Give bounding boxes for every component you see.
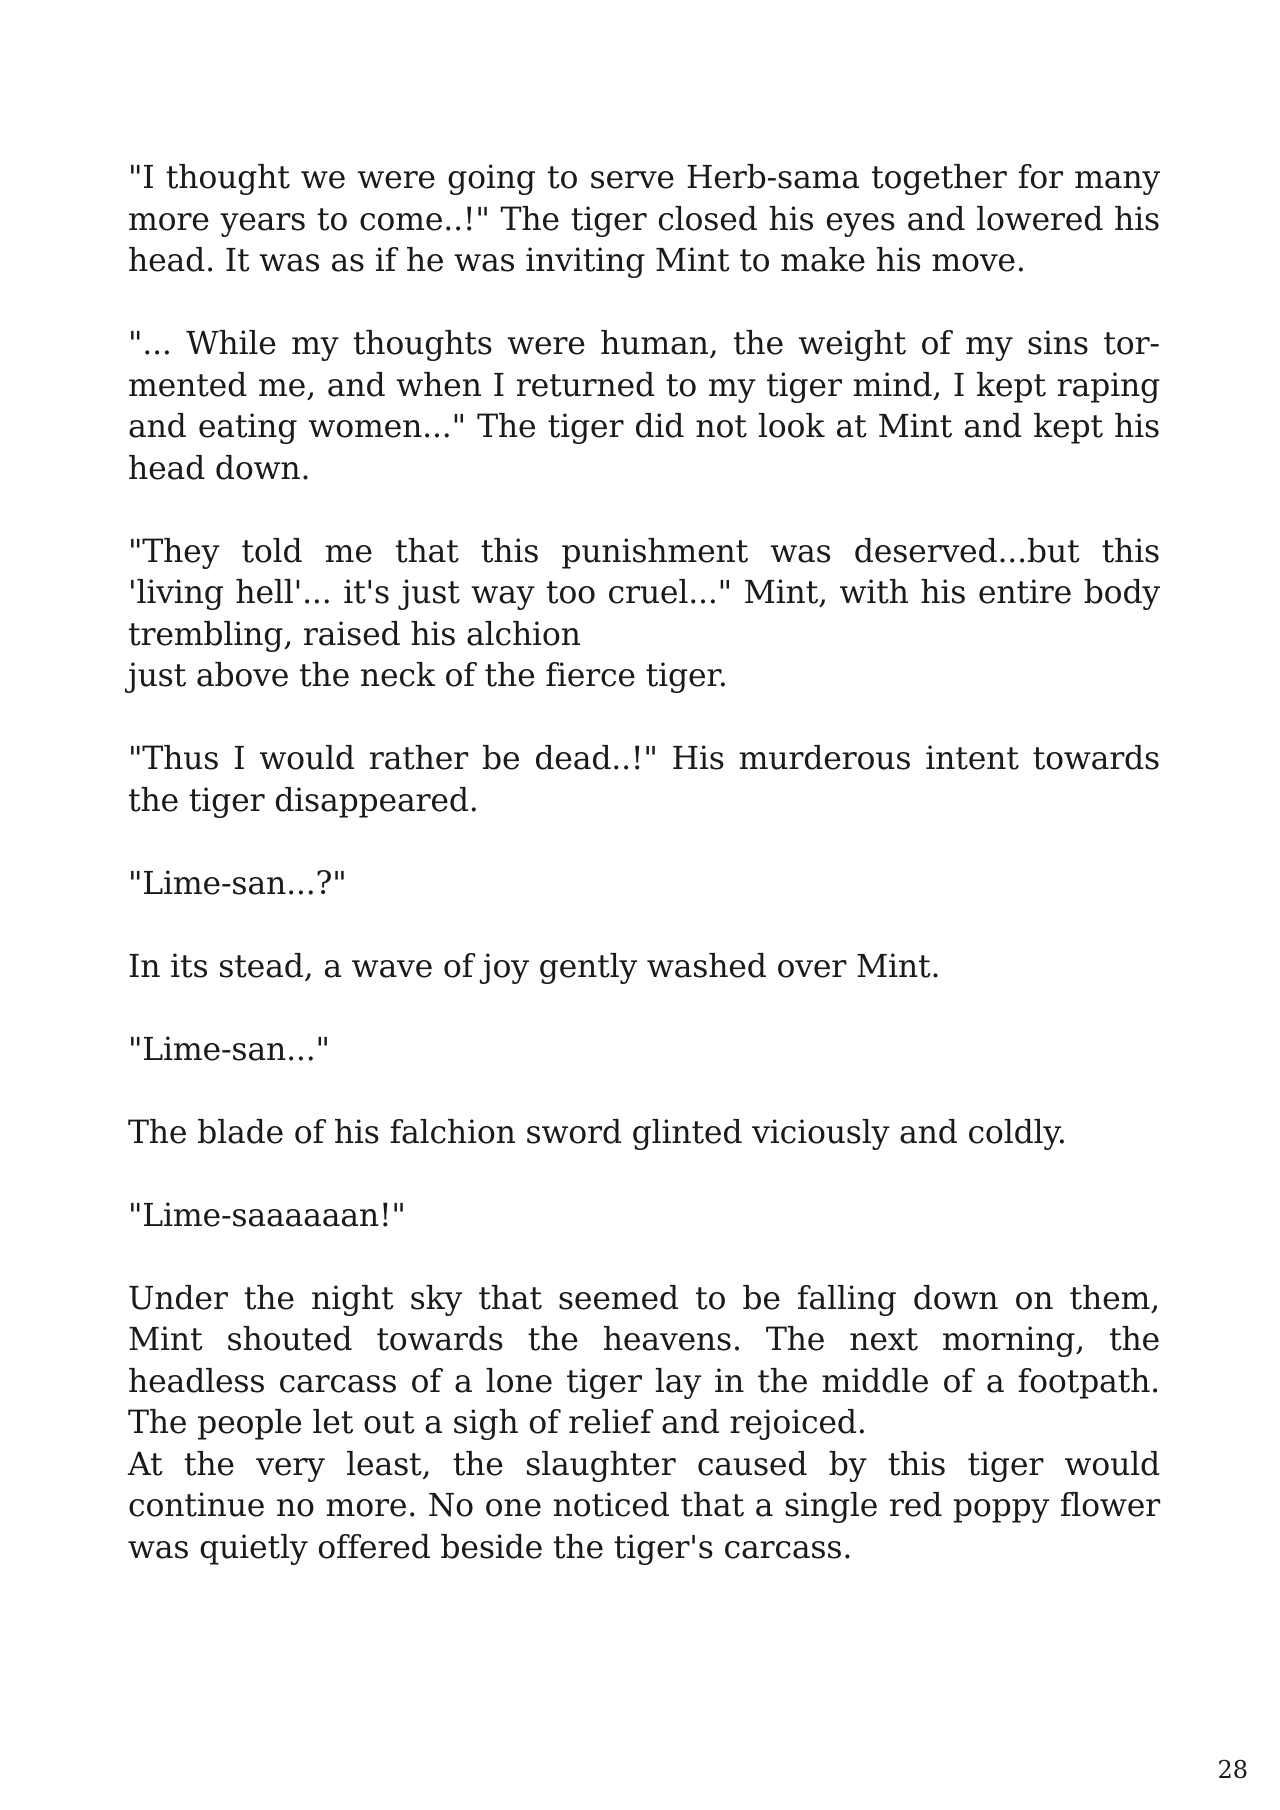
paragraph-2: "... While my thoughts were human, the weight of my sins tormented me, and when I returned to my tiger mind, I kept raping and eating women..." The tiger did not look at Mint and kept his head down. (128, 326, 1160, 487)
paragraph-10: "Lime-saaaaaan!" (128, 1197, 406, 1234)
paragraph-12: At the very least, the slaughter caused by this tiger would continue no more. No one noticed that a single red poppy flower was quietly offered beside the tiger's carcass. (128, 1446, 1160, 1566)
paragraph-1: "I thought we were going to serve Herb-sama together for many more years to come..!" The tiger closed his eyes and lowered his head. It was as if he was inviting Mint to make his move. (128, 160, 1160, 279)
body-text (128, 158, 1160, 1611)
paragraph-8: "Lime-san..." (128, 1031, 330, 1068)
paragraph-9: The blade of his falchion sword glinted viciously and coldly. (128, 1114, 1067, 1151)
paragraph-3: "They told me that this punishment was deserved...but this 'living hell'... it's just way too cruel..." Mint, with his entire body trembling, raised his alchion (128, 533, 1160, 653)
paragraph-4: just above the neck of the fierce tiger. (128, 658, 728, 694)
paragraph-7: In its stead, a wave of joy gently washed over Mint. (128, 948, 941, 985)
paragraph-5: "Thus I would rather be dead..!" His murderous intent towards the tiger disappeared. (128, 741, 1160, 819)
paragraph-11: Under the night sky that seemed to be falling down on them, Mint shouted towards the heavens. The next morning, the headless carcass of a lone tiger lay in the middle of a footpath. The people let out a sigh of relief and rejoiced. (128, 1280, 1160, 1441)
paragraph-6: "Lime-san...?" (128, 865, 347, 902)
page-number: 28 (1217, 1756, 1248, 1784)
